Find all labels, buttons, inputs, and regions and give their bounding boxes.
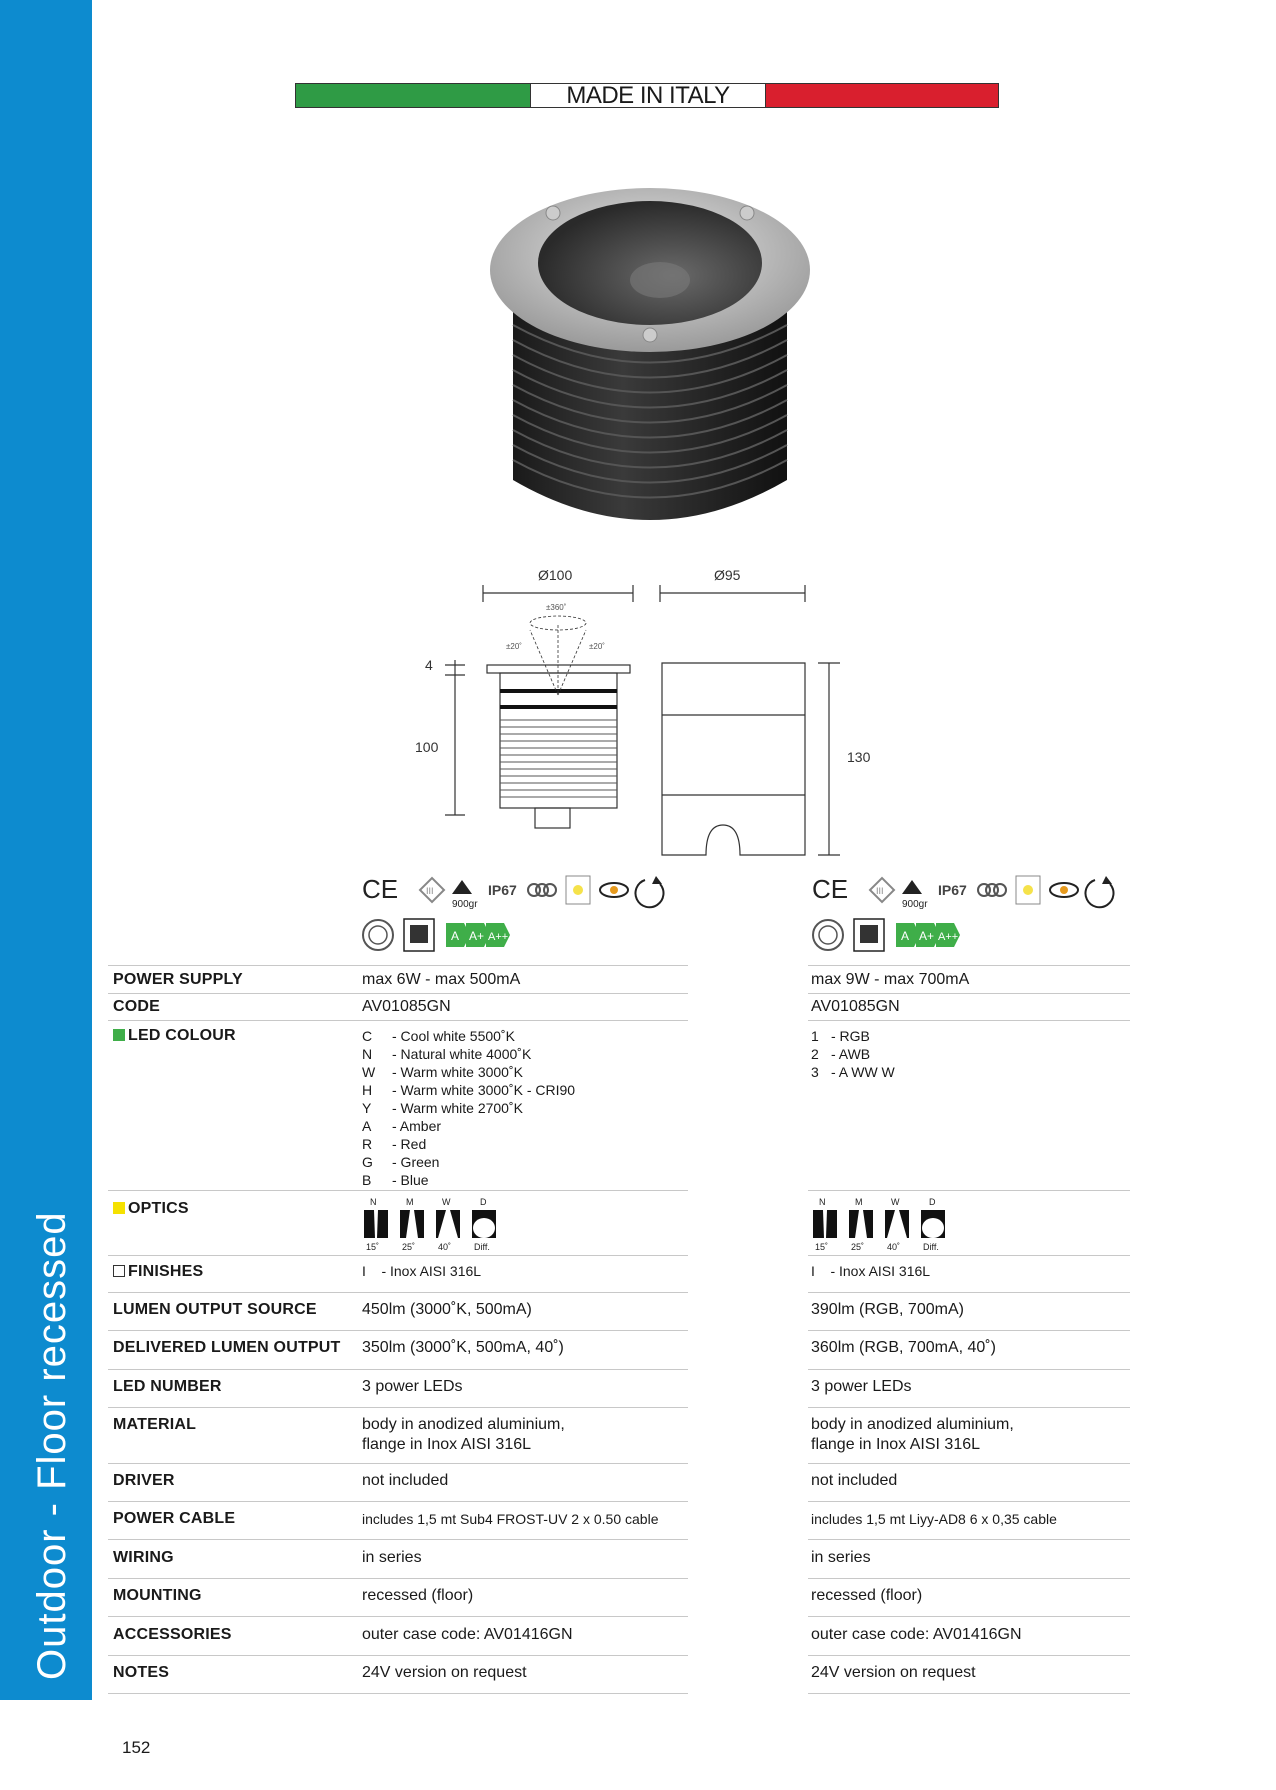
rule (808, 1190, 1130, 1191)
yellow-square-icon (113, 1202, 125, 1214)
led-colour-list-2 (811, 1027, 895, 1081)
svg-text:25˚: 25˚ (402, 1242, 416, 1252)
recycle-icon (813, 920, 843, 950)
svg-text:III: III (876, 886, 884, 896)
rule (808, 1693, 1130, 1694)
rotation-icon (635, 876, 663, 907)
rule (808, 1463, 1130, 1464)
weee-icon (404, 919, 434, 951)
optics-icons-1 (362, 1196, 512, 1252)
eye-icon (1050, 883, 1078, 897)
label-material: MATERIAL (113, 1416, 197, 1433)
optic-narrow-icon (813, 1210, 837, 1238)
svg-text:W: W (442, 1197, 451, 1207)
dim-d100: Ø100 (538, 567, 573, 583)
weee-icon (854, 919, 884, 951)
angle-360: ±360˚ (546, 603, 567, 612)
value-delivered-lumen-1: 350lm (3000˚K, 500mA, 40˚) (362, 1339, 564, 1356)
technical-drawing (400, 555, 880, 865)
dim-100: 100 (415, 739, 439, 755)
svg-text:D: D (480, 1197, 487, 1207)
rule (108, 1330, 688, 1331)
rule (808, 1369, 1130, 1370)
rule (108, 1655, 688, 1656)
value-accessories-1: outer case code: AV01416GN (362, 1626, 573, 1643)
svg-text:N: N (819, 1197, 826, 1207)
value-code-2: AV01085GN (811, 998, 900, 1015)
list-item: 1 - RGB (811, 1028, 870, 1044)
label-led-number: LED NUMBER (113, 1378, 222, 1395)
optic-medium-icon (849, 1210, 873, 1238)
value-wiring-2: in series (811, 1549, 871, 1566)
value-wiring-1: in series (362, 1549, 422, 1566)
list-item: A - Amber (362, 1118, 442, 1134)
value-notes-2: 24V version on request (811, 1664, 976, 1681)
lamp-icon (1016, 876, 1040, 904)
rule (108, 1539, 688, 1540)
rule (808, 1501, 1130, 1502)
label-driver: DRIVER (113, 1472, 175, 1489)
value-mounting-1: recessed (floor) (362, 1587, 474, 1604)
svg-text:A++: A++ (488, 931, 509, 943)
svg-text:A+: A+ (469, 929, 485, 943)
value-driver-2: not included (811, 1472, 898, 1489)
banner-green-stripe (296, 84, 530, 107)
label-accessories: ACCESSORIES (113, 1626, 232, 1643)
list-item: Y - Warm white 2700˚K (362, 1100, 523, 1116)
svg-text:40˚: 40˚ (438, 1242, 452, 1252)
svg-text:M: M (855, 1197, 863, 1207)
rule (108, 1020, 688, 1021)
svg-text:A++: A++ (938, 931, 959, 943)
label-mounting: MOUNTING (113, 1587, 202, 1604)
rule (108, 1463, 688, 1464)
value-material-2a: body in anodized aluminium, (811, 1416, 1014, 1433)
svg-text:III: III (426, 886, 434, 896)
optic-diffuse-icon (921, 1210, 945, 1238)
svg-text:D: D (929, 1197, 936, 1207)
weight-icon (902, 880, 928, 910)
svg-text:25˚: 25˚ (851, 1242, 865, 1252)
list-item: C - Cool white 5500˚K (362, 1028, 515, 1044)
label-led-colour (113, 1027, 236, 1045)
value-material-1b: flange in Inox AISI 316L (362, 1436, 532, 1453)
rotation-icon (1085, 876, 1113, 907)
svg-text:Diff.: Diff. (474, 1242, 490, 1252)
led-colour-list-1 (362, 1027, 575, 1189)
rule (108, 1407, 688, 1408)
value-mounting-2: recessed (floor) (811, 1587, 923, 1604)
white-square-icon (113, 1265, 125, 1277)
value-lumen-source-1: 450lm (3000˚K, 500mA) (362, 1301, 532, 1318)
sidebar-title: Outdoor - Floor recessed (30, 1211, 74, 1680)
rule (108, 1693, 688, 1694)
value-power-supply-1: max 6W - max 500mA (362, 971, 521, 988)
value-power-cable-1: includes 1,5 mt Sub4 FROST-UV 2 x 0.50 cable (362, 1511, 659, 1527)
value-delivered-lumen-2: 360lm (RGB, 700mA, 40˚) (811, 1339, 996, 1356)
label-wiring: WIRING (113, 1549, 174, 1566)
rule (108, 1190, 688, 1191)
cert-icons-row-2 (360, 915, 540, 955)
product-image (485, 185, 815, 545)
value-led-number-1: 3 power LEDs (362, 1378, 463, 1395)
list-item: G - Green (362, 1154, 440, 1170)
value-notes-1: 24V version on request (362, 1664, 527, 1681)
list-item: N - Natural white 4000˚K (362, 1046, 532, 1062)
rule (808, 1255, 1130, 1256)
svg-text:15˚: 15˚ (366, 1242, 380, 1252)
value-material-2b: flange in Inox AISI 316L (811, 1436, 981, 1453)
ce-icon: CE (362, 874, 399, 904)
label-finishes (113, 1263, 203, 1281)
lamp-icon (566, 876, 590, 904)
value-accessories-2: outer case code: AV01416GN (811, 1626, 1022, 1643)
label-notes: NOTES (113, 1664, 170, 1681)
rule (808, 1020, 1130, 1021)
class-iii-icon (420, 878, 444, 902)
list-item: 3 - A WW W (811, 1064, 895, 1080)
svg-text:15˚: 15˚ (815, 1242, 829, 1252)
weight-icon (452, 880, 478, 910)
label-power-supply: POWER SUPPLY (113, 971, 243, 988)
optic-narrow-icon (364, 1210, 388, 1238)
list-item: R - Red (362, 1136, 427, 1152)
label-finishes-text: FINISHES (128, 1263, 204, 1280)
rule (108, 993, 688, 994)
svg-text:N: N (370, 1197, 377, 1207)
green-square-icon (113, 1029, 125, 1041)
value-finishes-1: I - Inox AISI 316L (362, 1263, 482, 1279)
angle-20-left: ±20˚ (506, 642, 522, 651)
label-delivered-lumen: DELIVERED LUMEN OUTPUT (113, 1339, 341, 1356)
svg-text:900gr: 900gr (452, 899, 478, 910)
rule (808, 1578, 1130, 1579)
optic-wide-icon (885, 1210, 909, 1238)
dim-d95: Ø95 (714, 567, 741, 583)
rule (808, 1655, 1130, 1656)
optic-wide-icon (436, 1210, 460, 1238)
rule (108, 1255, 688, 1256)
list-item: B - Blue (362, 1172, 429, 1188)
list-item: W - Warm white 3000˚K (362, 1064, 523, 1080)
rings-icon (978, 884, 1006, 896)
rule (108, 965, 688, 966)
optics-icons-2 (811, 1196, 961, 1252)
svg-text:M: M (406, 1197, 414, 1207)
value-finishes-2: I - Inox AISI 316L (811, 1263, 931, 1279)
rule (808, 993, 1130, 994)
label-lumen-source: LUMEN OUTPUT SOURCE (113, 1301, 317, 1318)
optic-medium-icon (400, 1210, 424, 1238)
angle-20-right: ±20˚ (589, 642, 605, 651)
svg-text:40˚: 40˚ (887, 1242, 901, 1252)
rule (808, 965, 1130, 966)
ce-icon: CE (812, 874, 849, 904)
made-in-italy-banner (295, 83, 999, 108)
page-number: 152 (122, 1738, 151, 1757)
ip67-icon: IP67 (938, 882, 967, 898)
dim-4: 4 (425, 657, 433, 673)
list-item: 2 - AWB (811, 1046, 871, 1062)
eye-icon (600, 883, 628, 897)
banner-label: MADE IN ITALY (530, 84, 766, 107)
rule (108, 1616, 688, 1617)
rule (808, 1407, 1130, 1408)
rule (808, 1330, 1130, 1331)
value-material-1a: body in anodized aluminium, (362, 1416, 565, 1433)
list-item: H - Warm white 3000˚K - CRI90 (362, 1082, 576, 1098)
rule (808, 1539, 1130, 1540)
label-optics (113, 1200, 189, 1218)
class-iii-icon (870, 878, 894, 902)
svg-text:A+: A+ (919, 929, 935, 943)
energy-class-icon (896, 923, 960, 947)
svg-text:A: A (451, 929, 460, 943)
cert-icons-row-2-col2 (810, 915, 990, 955)
recycle-icon (363, 920, 393, 950)
svg-text:900gr: 900gr (902, 899, 928, 910)
ip67-icon: IP67 (488, 882, 517, 898)
value-driver-1: not included (362, 1472, 449, 1489)
svg-text:A: A (901, 929, 910, 943)
banner-red-stripe (766, 84, 998, 107)
rule (808, 1292, 1130, 1293)
label-code: CODE (113, 998, 161, 1015)
rule (108, 1501, 688, 1502)
label-power-cable: POWER CABLE (113, 1510, 236, 1527)
rule (808, 1616, 1130, 1617)
label-optics-text: OPTICS (128, 1200, 189, 1217)
value-lumen-source-2: 390lm (RGB, 700mA) (811, 1301, 964, 1318)
label-led-colour-text: LED COLOUR (128, 1027, 236, 1044)
rings-icon (528, 884, 556, 896)
value-power-cable-2: includes 1,5 mt Liyy-AD8 6 x 0,35 cable (811, 1511, 1057, 1527)
rule (108, 1578, 688, 1579)
dim-130: 130 (847, 749, 871, 765)
value-code-1: AV01085GN (362, 998, 451, 1015)
energy-class-icon (446, 923, 510, 947)
svg-text:Diff.: Diff. (923, 1242, 939, 1252)
rule (108, 1369, 688, 1370)
optic-diffuse-icon (472, 1210, 496, 1238)
svg-text:W: W (891, 1197, 900, 1207)
value-led-number-2: 3 power LEDs (811, 1378, 912, 1395)
rule (108, 1292, 688, 1293)
cert-icons-row-1 (360, 870, 700, 910)
cert-icons-row-1-col2 (810, 870, 1150, 910)
value-power-supply-2: max 9W - max 700mA (811, 971, 970, 988)
